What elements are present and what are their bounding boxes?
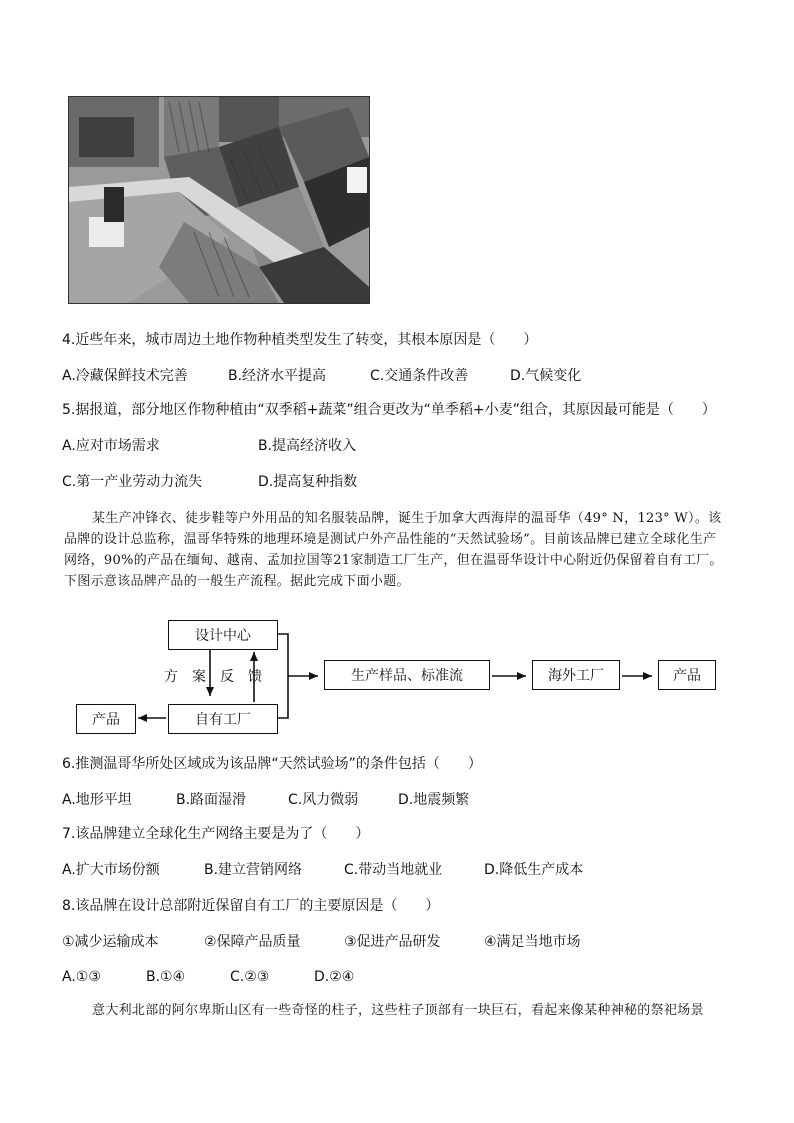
question-5-option-d: D.提高复种指数 bbox=[258, 474, 358, 490]
question-5-stem: 5.据报道，部分地区作物种植由“双季稻+蔬菜”组合更改为“单季稻+小麦”组合，其原因最可能是（ ） bbox=[62, 402, 716, 418]
product-right-box: 产品 bbox=[658, 660, 716, 690]
question-8-option-d: D.②④ bbox=[314, 969, 355, 985]
question-7-option-b: B.建立营销网络 bbox=[204, 862, 303, 878]
question-4-option-d: D.气候变化 bbox=[510, 368, 582, 384]
product-left-box: 产品 bbox=[76, 704, 136, 734]
question-4-option-c: C.交通条件改善 bbox=[370, 368, 469, 384]
question-8-option-b: B.①④ bbox=[146, 969, 186, 985]
question-8-stem: 8.该品牌在设计总部附近保留自有工厂的主要原因是（ ） bbox=[62, 898, 440, 914]
question-5-option-b: B.提高经济收入 bbox=[258, 438, 357, 454]
question-6-stem: 6.推测温哥华所处区域成为该品牌“天然试验场”的条件包括（ ） bbox=[62, 756, 482, 772]
passage-alps: 意大利北部的阿尔卑斯山区有一些奇怪的柱子，这些柱子顶部有一块巨石，看起来像某种神秘的祭祀场景 bbox=[92, 1003, 704, 1018]
question-8-option-a: A.①③ bbox=[62, 969, 101, 985]
question-6-option-a: A.地形平坦 bbox=[62, 792, 132, 808]
question-5-option-c: C.第一产业劳动力流失 bbox=[62, 474, 203, 490]
question-8-item-4: ④满足当地市场 bbox=[484, 934, 581, 950]
question-8-option-c: C.②③ bbox=[230, 969, 270, 985]
feedback-label: 反 馈 bbox=[220, 669, 262, 685]
question-7-option-a: A.扩大市场份额 bbox=[62, 862, 160, 878]
question-8-item-1: ①减少运输成本 bbox=[62, 934, 159, 950]
overseas-factory-box: 海外工厂 bbox=[532, 660, 620, 690]
question-7-option-c: C.带动当地就业 bbox=[344, 862, 443, 878]
design-center-box: 设计中心 bbox=[168, 620, 278, 650]
question-6-option-c: C.风力微弱 bbox=[288, 792, 359, 808]
question-4-option-b: B.经济水平提高 bbox=[228, 368, 327, 384]
question-7-stem: 7.该品牌建立全球化生产网络主要是为了（ ） bbox=[62, 826, 370, 842]
question-6-option-d: D.地震频繁 bbox=[398, 792, 470, 808]
question-4-stem: 4.近些年来，城市周边土地作物种植类型发生了转变，其根本原因是（ ） bbox=[62, 332, 538, 348]
aerial-photo-graphic bbox=[69, 97, 369, 303]
sample-standard-box: 生产样品、标准流 bbox=[324, 660, 490, 690]
bracket-line bbox=[278, 634, 288, 718]
question-5-option-a: A.应对市场需求 bbox=[62, 438, 160, 454]
passage-brand: 某生产冲锋衣、徒步鞋等户外用品的知名服装品牌，诞生于加拿大西海岸的温哥华（49° N，123° W）。该品牌的设计总监称，温哥华特殊的地理环境是测试户外产品性能的“天然试验场”。目前该品牌已建立全球化生产网络，90%的产品在缅甸、越南、孟加拉国等21家制造工厂生产，但在温哥华设计中心附近仍保留着自有工厂。下图示意该品牌产品的一般生产流程。据此完成下面小题。 bbox=[64, 511, 723, 589]
question-6-option-b: B.路面湿滑 bbox=[176, 792, 247, 808]
question-4-option-a: A.冷藏保鲜技术完善 bbox=[62, 368, 188, 384]
aerial-farmland-photo bbox=[68, 96, 370, 304]
question-8-item-2: ②保障产品质量 bbox=[204, 934, 301, 950]
question-8-item-3: ③促进产品研发 bbox=[344, 934, 441, 950]
plan-label: 方 案 bbox=[164, 669, 206, 685]
production-flow-diagram bbox=[60, 614, 740, 740]
own-factory-box: 自有工厂 bbox=[168, 704, 278, 734]
question-7-option-d: D.降低生产成本 bbox=[484, 862, 584, 878]
